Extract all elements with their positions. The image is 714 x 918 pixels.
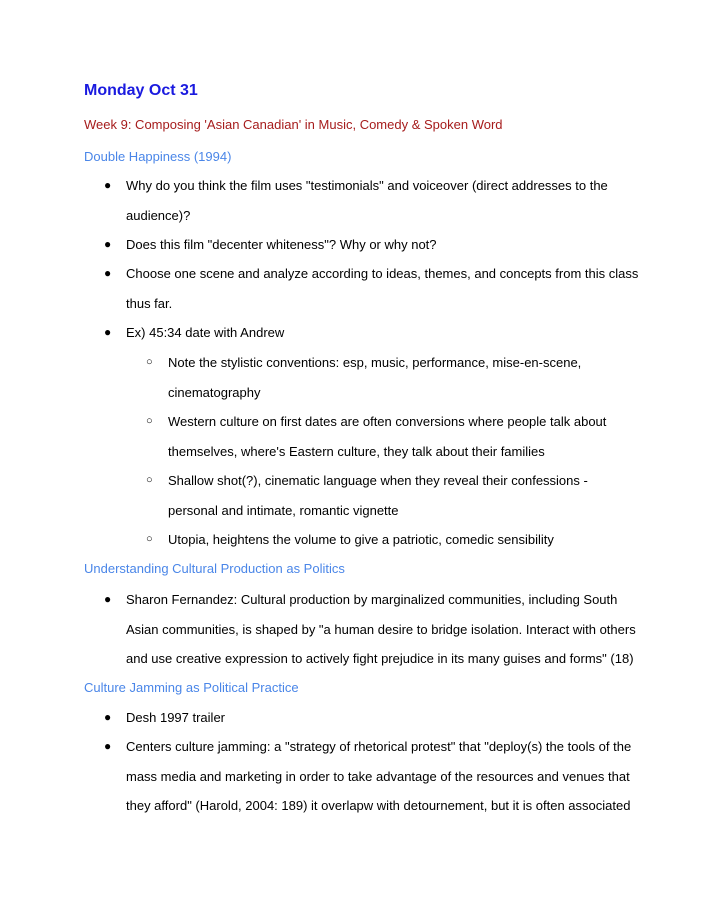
list-item-text: Sharon Fernandez: Cultural production by marginalized communities, including South Asian communities, is shaped by "a human desire to bridge isolation. Interact with others and use creative expression to actively fight prejudice in its many guises and forms" (18) [126,592,636,666]
bullet-icon: ● [104,325,112,339]
sub-bullet-icon: ○ [146,474,153,486]
list-item-text: Centers culture jamming: a "strategy of rhetorical protest" that "deploy(s) the tools of the mass media and marketing in order to take advantage of the resources and venues that they afford" (Harold, 2004: 189) it overlapw with detournement, but it is often associated [126,739,632,813]
sub-list-item-text: Western culture on first dates are often conversions where people talk about themselves, where's Eastern culture, they talk about their families [168,414,607,459]
section-heading-double-happiness: Double Happiness (1994) [84,149,232,164]
sub-list-item-text: Utopia, heightens the volume to give a patriotic, comedic sensibility [168,532,554,547]
list-item-text: Why do you think the film uses "testimonials" and voiceover (direct addresses to the audience)? [126,178,608,223]
list-item-text: Desh 1997 trailer [126,710,225,725]
bullet-icon: ● [104,592,112,606]
sub-list-item-text: Shallow shot(?), cinematic language when they reveal their confessions - personal and intimate, romantic vignette [168,473,588,518]
bullet-icon: ● [104,178,112,192]
week-heading: Week 9: Composing 'Asian Canadian' in Music, Comedy & Spoken Word [84,117,503,132]
section-heading-cultural-production: Understanding Cultural Production as Politics [84,561,345,576]
bullet-icon: ● [104,710,112,724]
sub-bullet-icon: ○ [146,533,153,545]
section-heading-culture-jamming: Culture Jamming as Political Practice [84,680,299,695]
list-item-text: Does this film "decenter whiteness"? Why or why not? [126,237,437,252]
bullet-icon: ● [104,739,112,753]
list-item-text: Ex) 45:34 date with Andrew [126,325,285,340]
sub-list-item-text: Note the stylistic conventions: esp, music, performance, mise-en-scene, cinematography [168,355,582,400]
list-item-text: Choose one scene and analyze according to ideas, themes, and concepts from this class thus far. [126,266,639,311]
page-title: Monday Oct 31 [84,82,198,99]
bullet-icon: ● [104,237,112,251]
bullet-icon: ● [104,266,112,280]
sub-bullet-icon: ○ [146,356,153,368]
sub-bullet-icon: ○ [146,415,153,427]
